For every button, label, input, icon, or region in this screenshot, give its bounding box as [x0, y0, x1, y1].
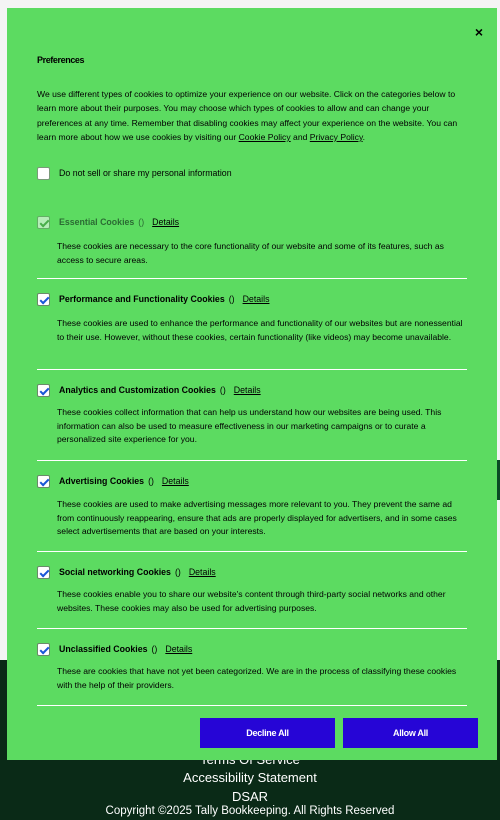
section-description: These cookies enable you to share our website's content through third-party social networks and other websites. These cookies may also be used for advertising purposes. [57, 589, 446, 613]
section-name: Social networking Cookies [59, 567, 171, 577]
cookie-preferences-modal [7, 8, 497, 760]
footer-accessibility-link[interactable]: Accessibility Statement [183, 770, 317, 785]
details-link[interactable]: Details [161, 476, 189, 486]
advertising-checkbox[interactable] [37, 475, 50, 488]
close-icon[interactable]: × [474, 24, 484, 40]
section-unclassified [37, 642, 467, 690]
do-not-sell-checkbox[interactable] [37, 167, 50, 180]
section-social-networking [37, 565, 467, 613]
section-name: Unclassified Cookies [59, 644, 148, 654]
cookie-policy-link[interactable]: Cookie Policy [238, 131, 291, 142]
section-name: Advertising Cookies [59, 476, 145, 486]
decline-all-button[interactable]: Decline All [200, 718, 335, 748]
section-count: () [228, 294, 235, 304]
modal-title: Preferences [37, 55, 85, 65]
section-performance [37, 292, 467, 342]
section-essential [37, 215, 467, 265]
divider [37, 551, 467, 552]
analytics-checkbox[interactable] [37, 384, 50, 397]
section-count: () [219, 385, 226, 395]
section-description: These are cookies that have not yet been categorized. We are in the process of classifying these cookies with the help of their providers. [57, 666, 457, 690]
details-link[interactable]: Details [233, 385, 261, 395]
section-count: () [151, 644, 158, 654]
divider [37, 628, 467, 629]
section-name: Essential Cookies [59, 217, 135, 227]
do-not-sell-label: Do not sell or share my personal information [59, 168, 232, 178]
section-name: Analytics and Customization Cookies [59, 385, 216, 395]
performance-checkbox[interactable] [37, 293, 50, 306]
divider [37, 369, 467, 370]
section-count: () [174, 567, 181, 577]
details-link[interactable]: Details [188, 567, 216, 577]
section-count: () [148, 476, 154, 486]
privacy-policy-link[interactable]: Privacy Policy [309, 131, 363, 142]
section-description: These cookies are used to enhance the performance and functionality of our websites but are nonessential to their use. However, without these cookies, certain functionality (like videos) may become unavailable. [57, 318, 463, 342]
section-description: These cookies collect information that can help us understand how our websites are being used. This information can also be used to measure effectiveness in our marketing campaigns or to curate a personalized site experience for you. [57, 407, 442, 444]
essential-checkbox [37, 216, 50, 229]
intro-end: . [362, 131, 366, 142]
details-link[interactable]: Details [165, 644, 193, 654]
footer-dsar-link[interactable]: DSAR [231, 789, 269, 804]
divider [37, 460, 467, 461]
section-analytics [37, 383, 467, 444]
section-count: () [138, 217, 145, 227]
allow-all-button[interactable]: Allow All [343, 718, 478, 748]
section-advertising [37, 474, 467, 536]
section-description: These cookies are used to make advertising messages more relevant to you. They prevent the same ad from continuously reappearing, ensure that ads are properly displayed for advertisers, and in some cases select advertisements that are based on your interests. [57, 499, 457, 536]
section-description: These cookies are necessary to the core functionality of our website and some of its features, such as access to secure areas. [57, 241, 444, 265]
intro-and: and [290, 131, 310, 142]
section-name: Performance and Functionality Cookies [59, 294, 225, 304]
unclassified-checkbox[interactable] [37, 643, 50, 656]
do-not-sell-row[interactable] [37, 165, 232, 181]
intro-body: We use different types of cookies to optimize your experience on our website. Click on the categories below to learn more about their purposes. You may choose which types of cookies to allow and can change your preferences at any time. Remember that disabling cookies may affect your experience on the website. You can learn more about how we use cookies by visiting our [37, 89, 458, 142]
footer-copyright: Copyright ©2025 Tally Bookkeeping. All Rights Reserved [105, 805, 395, 817]
modal-action-bar [7, 706, 497, 760]
details-link[interactable]: Details [152, 217, 180, 227]
divider [37, 278, 467, 279]
details-link[interactable]: Details [242, 294, 270, 304]
social-networking-checkbox[interactable] [37, 566, 50, 579]
intro-text [37, 87, 469, 144]
